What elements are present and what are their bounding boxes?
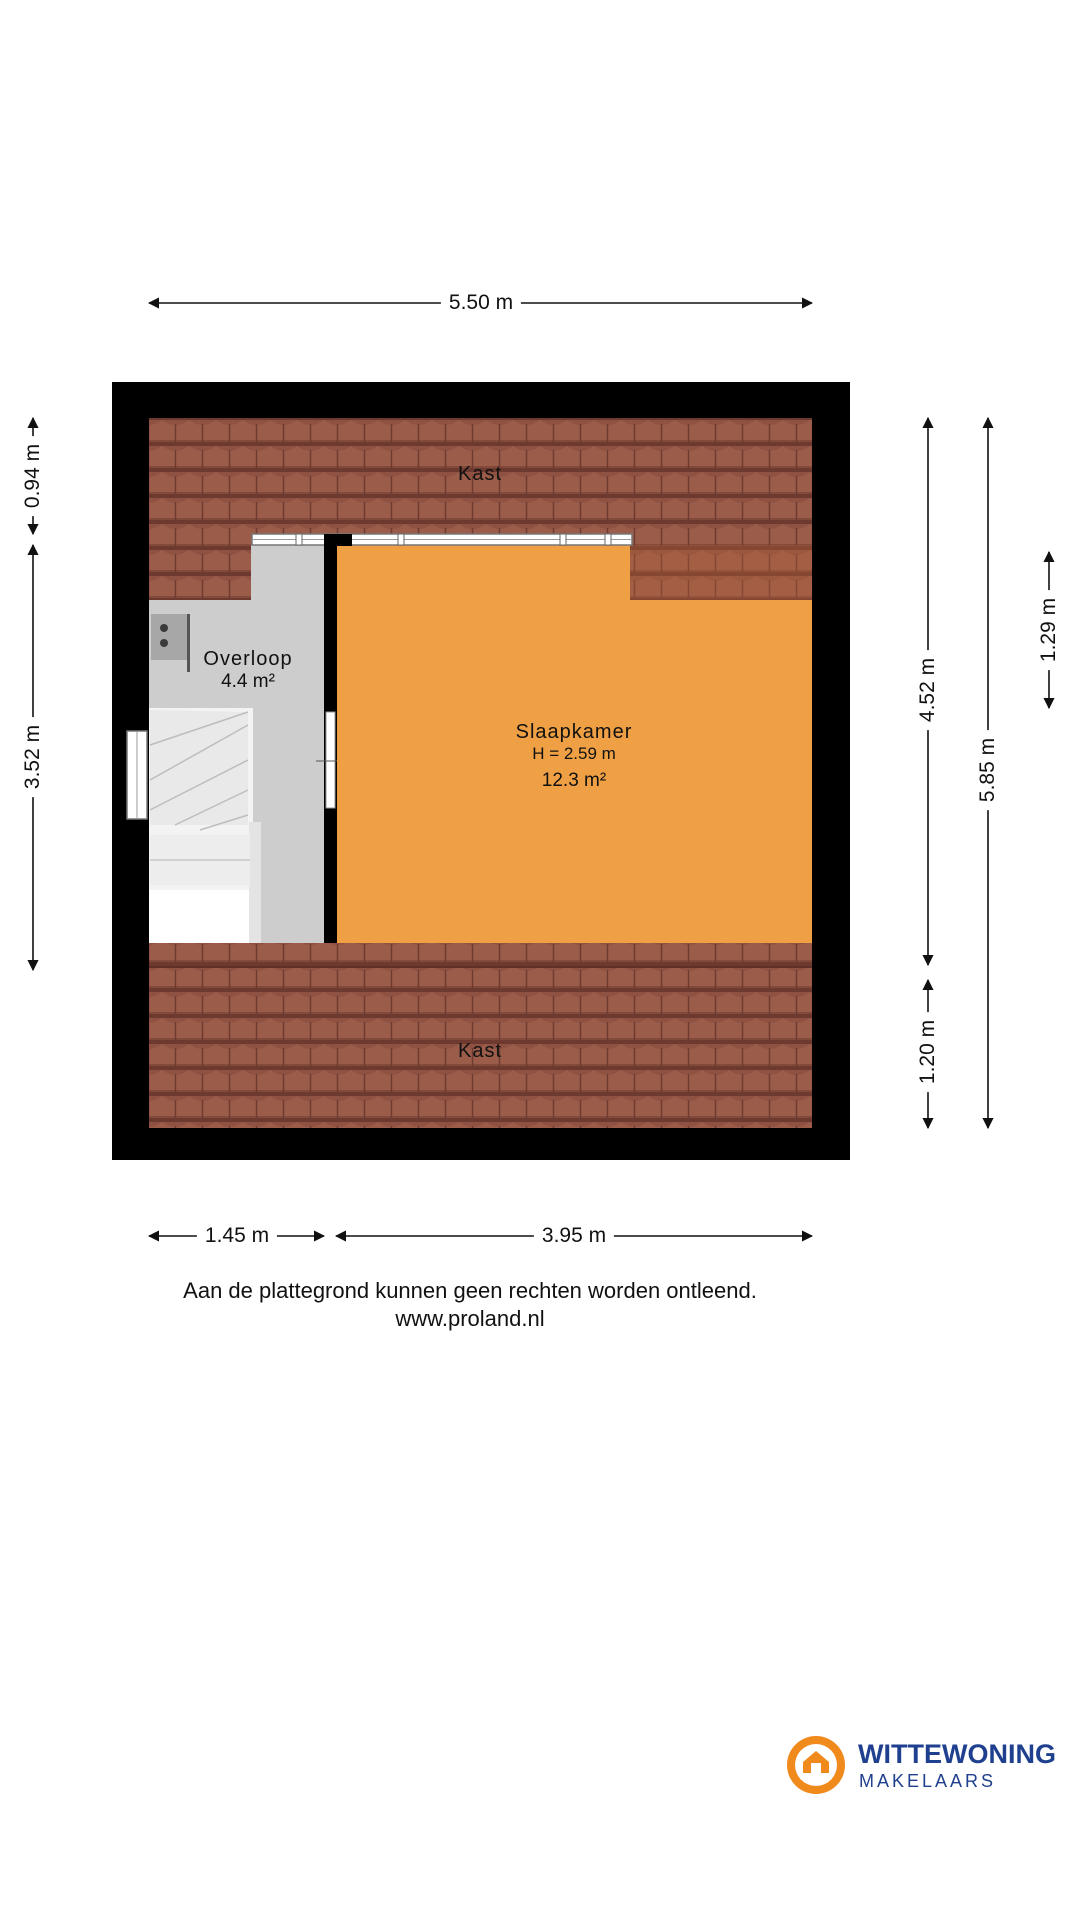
bedroom-label <box>516 721 633 792</box>
bedroom-height: H = 2.59 m <box>532 744 616 763</box>
disclaimer <box>0 1277 940 1333</box>
dim-right-total-label: 5.85 m <box>976 730 1000 810</box>
website-link[interactable]: www.proland.nl <box>395 1306 545 1331</box>
disclaimer-text: Aan de plattegrond kunnen geen rechten worden ontleend. <box>183 1278 757 1303</box>
bedroom-area: 12.3 m² <box>541 770 607 791</box>
logo-subtitle: MAKELAARS <box>859 1771 997 1791</box>
dim-right-inner-bottom-label: 1.20 m <box>916 1012 940 1092</box>
dim-right-outer-label: 1.29 m <box>1037 590 1061 670</box>
bedroom-name: Slaapkamer <box>515 721 633 743</box>
roof-bottom-storage <box>149 943 812 1128</box>
landing-area: 4.4 m² <box>221 671 275 692</box>
storage-bottom-label <box>458 1040 502 1063</box>
window-top <box>252 534 632 545</box>
storage-top-label <box>458 463 502 486</box>
roof-top-left <box>149 545 251 600</box>
window-left <box>127 731 147 819</box>
dim-right-inner-top-label: 4.52 m <box>916 650 940 730</box>
dim-bottom-right-label: 3.95 m <box>534 1224 614 1248</box>
storage-bottom-name: Kast <box>457 1040 503 1062</box>
dim-left-top-label: 0.94 m <box>21 436 45 516</box>
dim-top-width-label: 5.50 m <box>441 291 521 315</box>
logo-name: WITTEWONING <box>858 1739 1056 1769</box>
landing-label <box>203 648 292 693</box>
storage-top-name: Kast <box>457 463 503 485</box>
company-logo <box>786 1733 1066 1797</box>
dim-bottom-left-label: 1.45 m <box>197 1224 277 1248</box>
landing-name: Overloop <box>203 648 293 670</box>
staircase <box>149 708 261 943</box>
dim-left-main-label: 3.52 m <box>21 717 45 797</box>
door-opening <box>326 712 335 808</box>
